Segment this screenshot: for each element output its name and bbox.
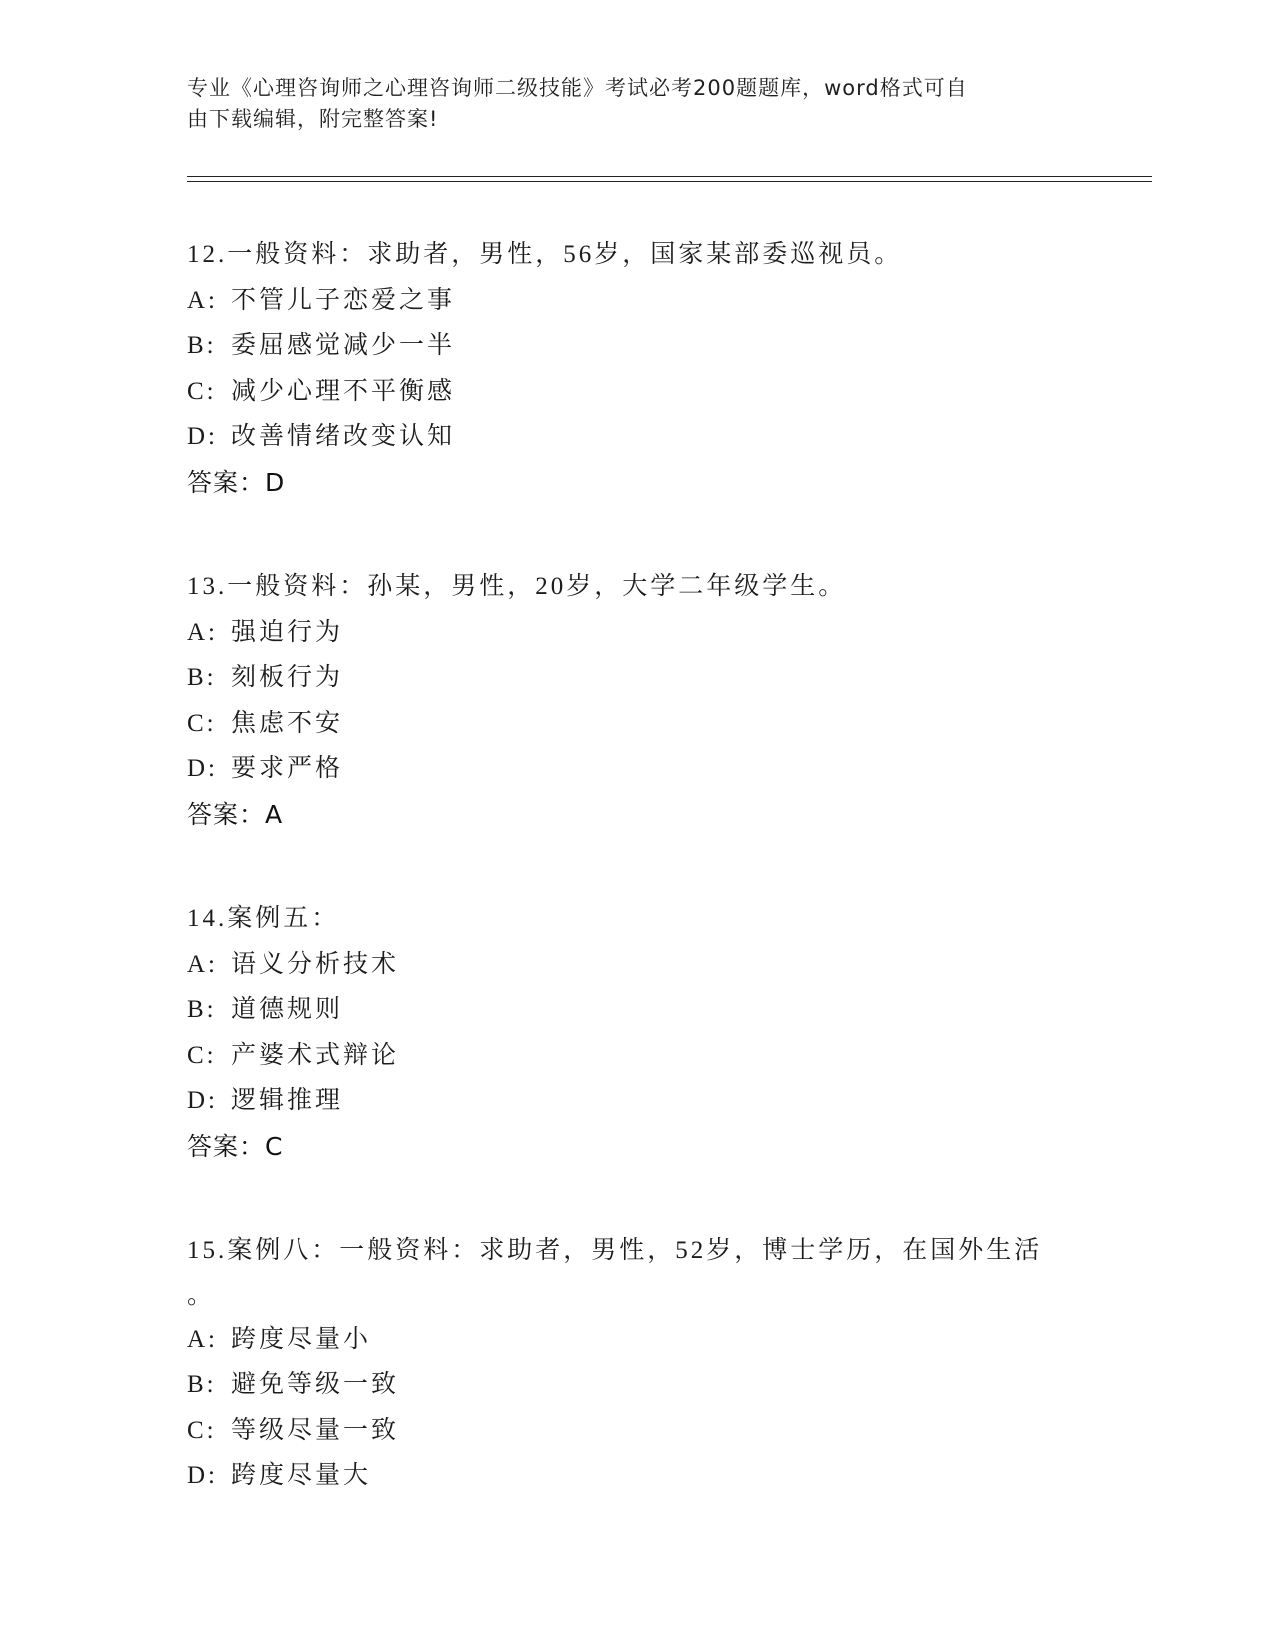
question-15 (187, 1228, 1127, 1499)
option-key: D: (187, 755, 218, 782)
option-b (187, 655, 1127, 701)
option-key: A: (187, 1325, 218, 1353)
option-text: 等级尽量一致 (231, 1416, 400, 1444)
option-key: B: (187, 996, 217, 1023)
question-12 (187, 232, 1127, 505)
option-key: B: (187, 332, 217, 359)
question-list (187, 232, 1127, 1558)
option-key: C: (187, 709, 217, 737)
option-key: B: (187, 1371, 217, 1398)
option-text: 刻板行为 (231, 664, 344, 691)
option-key: B: (187, 664, 217, 691)
option-a (187, 942, 1127, 988)
option-c (187, 1033, 1127, 1079)
option-text: 逻辑推理 (231, 1087, 344, 1114)
option-text: 减少心理不平衡感 (231, 377, 456, 405)
option-text: 避免等级一致 (231, 1371, 400, 1398)
option-a (187, 278, 1127, 324)
option-text: 委屈感觉减少一半 (231, 332, 456, 359)
option-d (187, 1453, 1127, 1499)
option-c (187, 701, 1127, 747)
header-line-1: 专业《心理咨询师之心理咨询师二级技能》考试必考200题题库，word格式可自 (187, 76, 968, 100)
option-key: D: (187, 1462, 218, 1489)
option-key: C: (187, 1416, 217, 1444)
option-d (187, 1078, 1127, 1124)
question-stem: 12.一般资料：求助者，男性，56岁，国家某部委巡视员。 (187, 241, 903, 268)
option-d (187, 414, 1127, 460)
option-text: 强迫行为 (231, 618, 344, 646)
option-b (187, 1362, 1127, 1408)
option-key: D: (187, 423, 218, 450)
option-key: C: (187, 377, 217, 405)
document-header (187, 73, 1067, 135)
option-key: C: (187, 1041, 217, 1069)
answer-line: 答案：C (187, 1131, 284, 1161)
header-divider-top (187, 176, 1152, 177)
option-key: A: (187, 950, 218, 978)
option-key: D: (187, 1087, 218, 1114)
option-b (187, 987, 1127, 1033)
option-text: 不管儿子恋爱之事 (231, 286, 456, 314)
option-b (187, 323, 1127, 369)
option-text: 道德规则 (231, 996, 344, 1023)
option-text: 焦虑不安 (231, 709, 344, 737)
option-text: 改善情绪改变认知 (231, 423, 456, 450)
option-text: 要求严格 (231, 755, 344, 782)
option-d (187, 746, 1127, 792)
option-text: 跨度尽量大 (231, 1462, 372, 1489)
option-a (187, 1317, 1127, 1363)
option-text: 跨度尽量小 (231, 1325, 372, 1353)
question-stem: 13.一般资料：孙某，男性，20岁，大学二年级学生。 (187, 573, 847, 600)
question-stem: 14.案例五： (187, 905, 340, 932)
option-c (187, 1408, 1127, 1454)
option-a (187, 610, 1127, 656)
option-key: A: (187, 286, 218, 314)
answer-line: 答案：A (187, 799, 284, 829)
question-stem: 15.案例八：一般资料：求助者，男性，52岁，博士学历，在国外生活 (187, 1237, 1043, 1264)
header-line-2: 由下载编辑，附完整答案! (187, 107, 439, 131)
question-14 (187, 896, 1127, 1169)
question-stem-continuation: 。 (187, 1281, 213, 1309)
option-text: 语义分析技术 (231, 950, 400, 978)
option-key: A: (187, 618, 218, 646)
answer-line: 答案：D (187, 467, 286, 497)
question-13 (187, 564, 1127, 837)
option-text: 产婆术式辩论 (231, 1041, 400, 1069)
option-c (187, 369, 1127, 415)
header-divider-bottom (187, 181, 1152, 182)
